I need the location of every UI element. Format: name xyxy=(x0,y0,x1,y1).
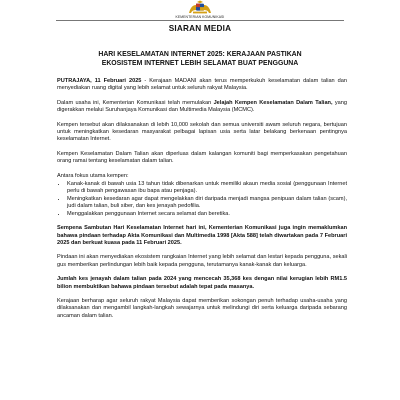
header-divider xyxy=(56,20,344,21)
list-item: • Menggalakkan penggunaan Internet secara selamat dan beretika. xyxy=(67,211,347,218)
paragraph-community: Kempen Keselamatan Dalam Talian akan diperluas dalam kalangan komuniti bagi memperkasakan pengetahuan orang ramai tentang keselamatan dalam talian. xyxy=(57,150,347,165)
campaign-name: Jelajah Kempen Keselamatan Dalam Talian, xyxy=(213,99,333,106)
title-line-2: EKOSISTEM INTERNET LEBIH SELAMAT BUAT PENGGUNA xyxy=(101,60,299,67)
paragraph-ecosystem: Pindaan ini akan menyediakan ekosistem rangkaian Internet yang lebih selamat dan lestari kepada pengguna, sekali gus memberikan perlindungan lebih baik kepada pengguna, terutamanya kanak-kanak dan keluarga. xyxy=(57,254,347,268)
paragraph-statistics xyxy=(57,276,347,291)
focus-intro: Antara fokus utama kempen: xyxy=(57,172,129,179)
media-release-label: SIARAN MEDIA xyxy=(168,24,232,33)
paragraph-campaign xyxy=(57,100,347,115)
malaysia-coat-of-arms-logo xyxy=(187,0,213,14)
campaign-text-post: yang digerakkan melalui Suruhanjaya Komunikasi dan Multimedia Malaysia (MCMC). xyxy=(57,99,348,114)
paragraph-intro xyxy=(57,78,347,93)
dateline: PUTRAJAYA, 11 Februari 2025 xyxy=(57,78,142,84)
campaign-text-pre: Dalam usaha ini, Kementerian Komunikasi telah memulakan xyxy=(57,99,214,106)
document-body xyxy=(57,78,347,327)
paragraph-schools: Kempen tersebut akan dilaksanakan di lebih 10,000 sekolah dan semua universiti awam seluruh negara, bertujuan untuk meningkatkan kesedaran masyarakat pelbagai lapisan usia serta latar belakang berkenaan pentingnya keselamatan Internet. xyxy=(57,121,347,143)
document-title xyxy=(40,50,360,68)
paragraph-act-amendment xyxy=(57,225,347,247)
ministry-name: KEMENTERIAN KOMUNIKASI xyxy=(175,15,225,19)
statistics-text: Jumlah kes jenayah dalam talian pada 2024 yang mencecah 35,368 kes dengan nilai kerugian lebih RM1.5 bilion membuktikan bahawa pindaan tersebut adalah tepat pada masanya. xyxy=(57,276,347,290)
focus-list xyxy=(57,181,347,218)
paragraph-closing: Kerajaan berharap agar seluruh rakyat Malaysia dapat memberikan sokongan penuh terhadap usaha-usaha yang dilaksanakan dan mengambil langkah-langkah sewajarnya untuk melindungi diri serta keluarga daripada sebarang ancaman dalam talian. xyxy=(57,297,347,319)
intro-text: - Kerajaan MADANI akan terus memperkukuh keselamatan dalam talian dan menyediakan ruang digital yang lebih selamat untuk seluruh rakyat Malaysia. xyxy=(57,78,347,92)
list-item: • Kanak-kanak di bawah usia 13 tahun tidak dibenarkan untuk memiliki akaun media sosial (penggunaan Internet perlu di bawah pengawasan ibu bapa atau penjaga). xyxy=(67,181,347,196)
act-amendment-text: Sempena Sambutan Hari Keselamatan Internet hari ini, Kementerian Komunikasi juga ingin memaklumkan bahawa pindaan terhadap Akta Komunikasi dan Multimedia 1998 [Akta 588] telah diwartakan pada 7 Februari 2025 dan berkuat kuasa pada 11 Februari 2025. xyxy=(57,225,347,246)
title-line-1: HARI KESELAMATAN INTERNET 2025: KERAJAAN PASTIKAN xyxy=(98,51,302,58)
list-item: • Meningkatkan kesedaran agar dapat mengelakkan diri daripada menjadi mangsa penipuan dalam talian (scam), judi dalam talian, buli siber, dan kes jenayah pedofilia. xyxy=(67,196,347,211)
